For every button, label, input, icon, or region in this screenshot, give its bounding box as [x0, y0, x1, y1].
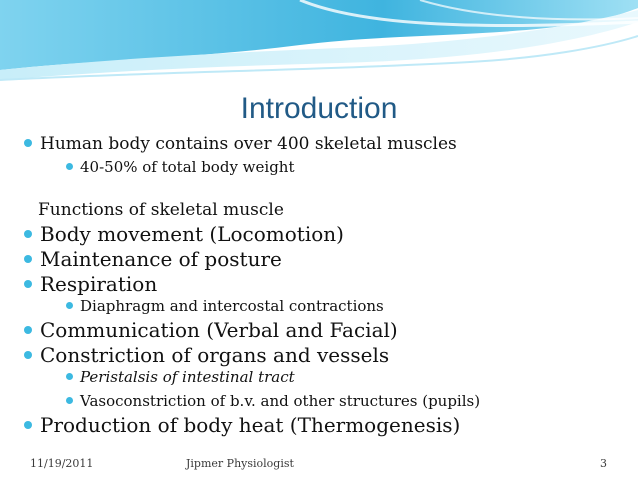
- bullet-text: Maintenance of posture: [40, 247, 282, 271]
- functions-heading: Functions of skeletal muscle: [38, 200, 284, 220]
- bullet-item: [24, 272, 157, 296]
- bullet-item: [24, 413, 460, 437]
- bullet-icon: [24, 280, 32, 288]
- bullet-icon: [66, 302, 73, 309]
- bullet-text: Human body contains over 400 skeletal muscles: [40, 134, 457, 154]
- footer-date: 11/19/2011: [30, 457, 94, 470]
- footer-page-number: 3: [600, 457, 607, 470]
- sub-bullet-item: [66, 158, 295, 176]
- bullet-item: [24, 222, 344, 246]
- sub-bullet-item: [66, 368, 295, 386]
- bullet-text: Constriction of organs and vessels: [40, 343, 390, 367]
- bullet-icon: [66, 397, 73, 404]
- bullet-icon: [66, 373, 73, 380]
- bullet-icon: [24, 351, 32, 359]
- slide-title: Introduction: [240, 92, 398, 125]
- bullet-icon: [66, 163, 73, 170]
- bullet-text: Peristalsis of intestinal tract: [80, 368, 295, 386]
- bullet-text: Production of body heat (Thermogenesis): [40, 413, 461, 437]
- bullet-icon: [24, 255, 32, 263]
- bullet-icon: [24, 421, 32, 429]
- bullet-text: Vasoconstriction of b.v. and other structures (pupils): [80, 392, 481, 410]
- bullet-icon: [24, 139, 32, 147]
- bullet-item: [24, 134, 457, 154]
- bullet-text: Body movement (Locomotion): [40, 222, 344, 246]
- bullet-text: Respiration: [40, 272, 158, 296]
- bullet-item: [24, 247, 282, 271]
- bullet-icon: [24, 326, 32, 334]
- sub-bullet-item: [66, 392, 480, 410]
- header-wave-decoration: [0, 0, 638, 92]
- bullet-item: [24, 318, 398, 342]
- bullet-text: Communication (Verbal and Facial): [40, 318, 398, 342]
- bullet-item: [24, 343, 389, 367]
- footer-author: Jipmer Physiologist: [186, 457, 294, 470]
- sub-bullet-item: [66, 297, 384, 315]
- bullet-text: Diaphragm and intercostal contractions: [80, 297, 384, 315]
- bullet-icon: [24, 230, 32, 238]
- bullet-text: 40-50% of total body weight: [80, 158, 295, 176]
